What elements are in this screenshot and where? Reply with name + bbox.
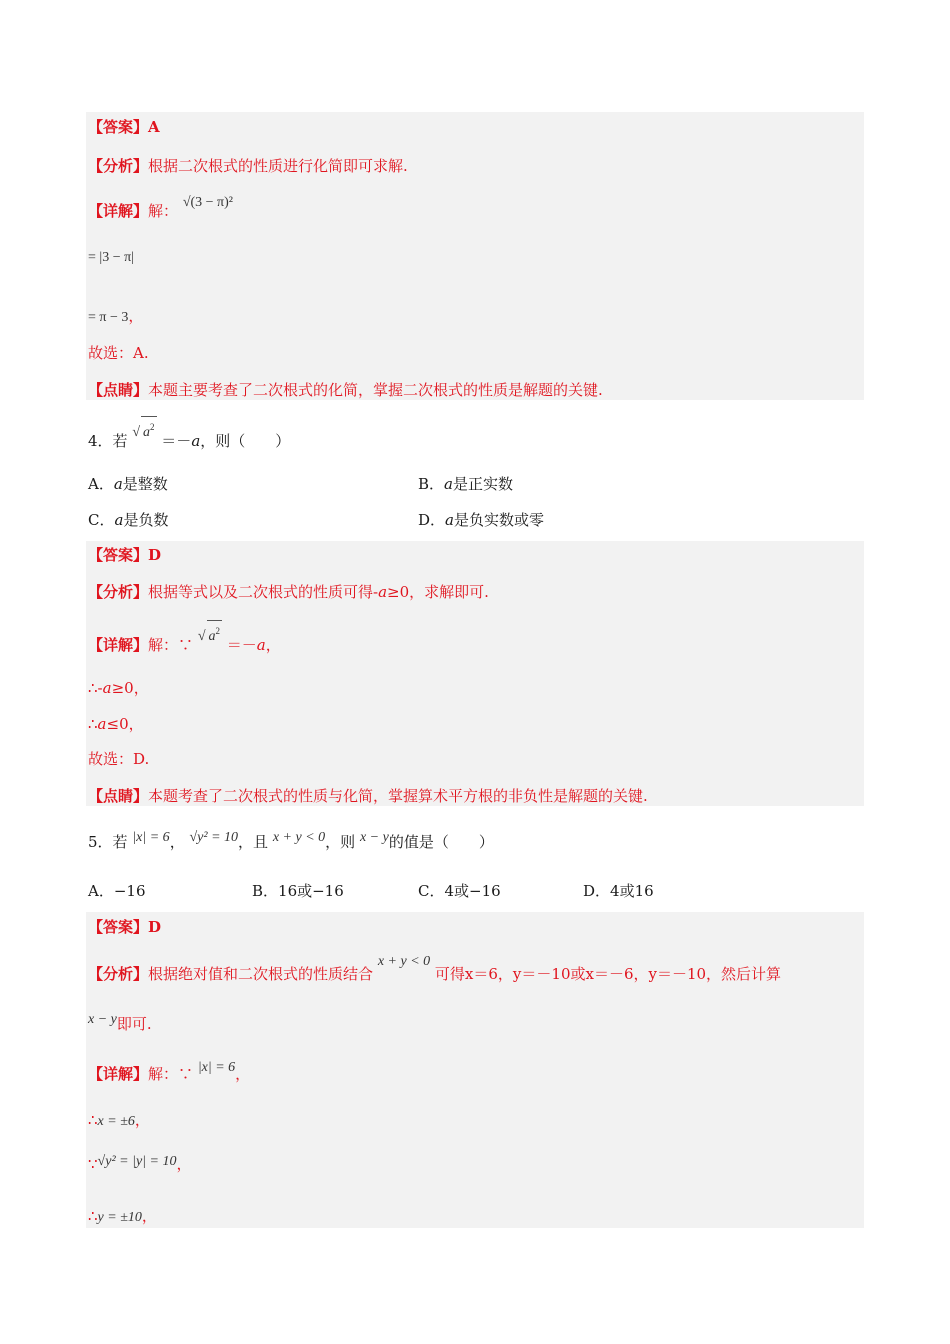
q5-analysis: 【分析】根据绝对值和二次根式的性质结合 x + y < 0 可得x＝6，y＝－10或x＝－6，y＝－10，然后计算 [88,954,782,983]
q5-stem: 5．若 |x| = 6， √y² = 10，且 x + y < 0，则 x − y的值是（ ） [88,830,494,851]
q5-step3: ∴y = ±10， [88,1207,157,1225]
q3-expr-result: = π − 3， [88,307,144,325]
q4-detail: 【详解】解：∵ √ $a^2 =-a$， [88,630,281,657]
q3-choice: 故选：A. [88,344,149,362]
q4-choice: 故选：D. [88,750,150,768]
q3-expr-sqrt: √(3 − π)² [182,195,233,210]
q3-comment: 【点睛】本题主要考查了二次根式的化简，掌握二次根式的性质是解题的关键. [88,381,603,399]
q3-detail: 【详解】解： √(3 − π)² [88,195,233,220]
q4-option-a[interactable]: A．a是整数 [88,475,168,493]
q5-option-c[interactable]: C．4或−16 [418,882,501,900]
q5-target: x − y [359,830,389,845]
q3-answer: 【答案】A [88,118,160,136]
q4-analysis: 【分析】根据等式以及二次根式的性质可得-a≥0，求解即可. [88,583,489,601]
q5-detail: 【详解】解：∵ |x| = 6， [88,1060,251,1083]
q5-cond-abs: |x| = 6 [132,830,170,845]
q5-answer: 【答案】D [88,918,162,936]
q4-step2: ∴a≤0， [88,715,144,733]
q5-cond-sqrt: √y² = 10 [189,830,239,845]
q5-analysis-cond: x + y < 0 [377,954,431,969]
q4-step1: ∴-a≥0， [88,679,149,697]
q4-stem-sqrt: √ $a^2$ [132,425,156,440]
q5-step2: ∵√y² = |y| = 10， [88,1154,192,1173]
q5-option-a[interactable]: A．−16 [88,882,146,900]
q5-detail-expr: |x| = 6 [197,1060,236,1075]
q4-solution-box [86,541,864,806]
q5-cond-sum: x + y < 0 [272,830,326,845]
q4-option-b[interactable]: B．a是正实数 [418,475,513,493]
q4-stem: 4．若 √ $a^2 =-a$，则（ ） [88,426,290,453]
q4-option-d[interactable]: D．a是负实数或零 [418,511,544,529]
q3-analysis: 【分析】根据二次根式的性质进行化简即可求解. [88,157,408,175]
q3-expr-abs: = |3 − π| [88,250,134,265]
q4-answer: 【答案】D [88,546,162,564]
q4-detail-sqrt: √ $a^2$ [198,629,222,644]
q5-option-b[interactable]: B．16或−16 [252,882,344,900]
q5-option-d[interactable]: D．4或16 [583,882,654,900]
q4-option-c[interactable]: C．a是负数 [88,511,169,529]
q5-step1: ∴x = ±6， [88,1111,150,1129]
q5-analysis-line2: x − y即可. [88,1012,152,1033]
q4-comment: 【点睛】本题考查了二次根式的性质与化简，掌握算术平方根的非负性是解题的关键. [88,787,648,805]
